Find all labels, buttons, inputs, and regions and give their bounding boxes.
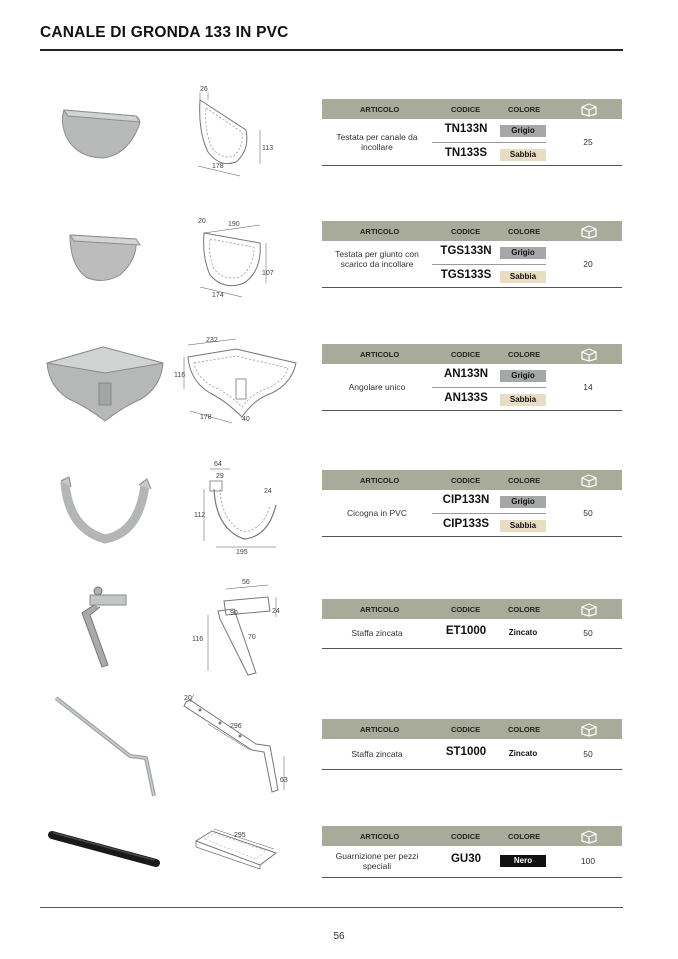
pack-quantity: 50 [583, 749, 593, 759]
color-label-zincato: Zincato [508, 628, 538, 637]
product-photo [50, 692, 160, 800]
header-articolo: ARTICOLO [360, 476, 400, 485]
color-badge-sabbia: Sabbia [500, 149, 546, 161]
product-table [322, 599, 622, 649]
product-photo [40, 102, 150, 162]
color-badge-sabbia: Sabbia [500, 271, 546, 283]
table-header [322, 99, 622, 119]
dimension-label: 20 [184, 695, 192, 702]
title-divider [40, 49, 623, 51]
header-colore: COLORE [508, 227, 541, 236]
product-code: AN133N [443, 368, 489, 380]
header-codice: CODICE [451, 227, 481, 236]
product-testata-giunto [0, 205, 678, 305]
pack-quantity: 25 [583, 137, 593, 147]
package-box-icon [579, 601, 599, 617]
technical-drawing [180, 690, 300, 800]
package-box-icon [579, 101, 599, 117]
technical-drawing [190, 823, 280, 869]
page-title: CANALE DI GRONDA 133 IN PVC [40, 24, 289, 41]
technical-drawing [180, 86, 280, 178]
header-articolo: ARTICOLO [360, 832, 400, 841]
product-table [322, 470, 622, 537]
row-divider [432, 264, 546, 265]
pack-quantity: 14 [583, 382, 593, 392]
dimension-label: 63 [280, 777, 288, 784]
pack-quantity: 100 [580, 856, 596, 866]
table-body [322, 119, 622, 166]
header-colore: COLORE [508, 605, 541, 614]
product-guarnizione [0, 815, 678, 900]
product-code: TN133S [444, 147, 488, 159]
color-badge-grigio: Grigio [500, 125, 546, 137]
row-divider [432, 387, 546, 388]
dimension-label: 26 [200, 86, 208, 93]
article-name: Staffa zincata [351, 749, 403, 759]
product-table [322, 221, 622, 288]
dimension-label: 178 [200, 414, 212, 421]
dimension-label: 29 [216, 473, 224, 480]
dimension-label: 195 [236, 549, 248, 556]
color-badge-sabbia: Sabbia [500, 394, 546, 406]
table-header [322, 599, 622, 619]
table-header [322, 719, 622, 739]
color-badge-nero: Nero [500, 855, 546, 867]
table-header [322, 221, 622, 241]
article-name: Angolare unico [348, 382, 406, 392]
technical-drawing [180, 459, 290, 555]
dimension-label: 24 [272, 608, 280, 615]
package-box-icon [579, 346, 599, 362]
color-badge-grigio: Grigio [500, 370, 546, 382]
dimension-label: 64 [214, 461, 222, 468]
dimension-label: 232 [206, 337, 218, 344]
color-badge-grigio: Grigio [500, 247, 546, 259]
product-photo [40, 227, 150, 287]
pack-quantity: 50 [583, 628, 593, 638]
package-box-icon [579, 472, 599, 488]
table-header [322, 826, 622, 846]
product-code: CIP133S [442, 518, 490, 530]
dimension-label: 174 [212, 292, 224, 299]
product-photo [72, 583, 142, 675]
technical-drawing [174, 331, 300, 431]
header-colore: COLORE [508, 725, 541, 734]
dimension-label: 40 [242, 416, 250, 423]
header-articolo: ARTICOLO [360, 350, 400, 359]
product-staffa-et1000 [0, 575, 678, 680]
footer-divider [40, 907, 623, 908]
page-number: 56 [333, 931, 345, 942]
product-code: TGS133N [440, 245, 492, 257]
dimension-label: 90 [230, 610, 238, 617]
product-code: CIP133N [442, 494, 490, 506]
table-header [322, 344, 622, 364]
dimension-label: 70 [248, 634, 256, 641]
row-divider [432, 142, 546, 143]
dimension-label: 178 [212, 163, 224, 170]
pack-quantity: 50 [583, 508, 593, 518]
header-codice: CODICE [451, 605, 481, 614]
dimension-label: 116 [174, 372, 186, 379]
article-name: Staffa zincata [351, 628, 403, 638]
product-code: ET1000 [445, 625, 487, 637]
product-table [322, 826, 622, 878]
table-body [322, 490, 622, 537]
table-body [322, 241, 622, 288]
color-label-zincato: Zincato [508, 749, 538, 758]
header-codice: CODICE [451, 105, 481, 114]
product-photo [55, 473, 155, 549]
article-name: Testata per giunto con scarico da incollare [335, 249, 419, 269]
product-table [322, 99, 622, 166]
package-box-icon [579, 223, 599, 239]
header-colore: COLORE [508, 350, 541, 359]
table-body [322, 364, 622, 411]
package-box-icon [579, 828, 599, 844]
table-body [322, 619, 622, 649]
header-colore: COLORE [508, 105, 541, 114]
package-box-icon [579, 721, 599, 737]
dimension-label: 24 [264, 488, 272, 495]
dimension-label: 295 [234, 832, 246, 839]
product-photo [45, 343, 165, 423]
dimension-label: 112 [194, 512, 206, 519]
header-codice: CODICE [451, 476, 481, 485]
technical-drawing [180, 213, 280, 305]
product-table [322, 344, 622, 411]
product-code: AN133S [444, 392, 488, 404]
color-badge-grigio: Grigio [500, 496, 546, 508]
header-articolo: ARTICOLO [360, 725, 400, 734]
article-name: Cicogna in PVC [346, 508, 407, 518]
product-photo [48, 829, 160, 873]
pack-quantity: 20 [583, 259, 593, 269]
product-staffa-st1000 [0, 690, 678, 800]
dimension-label: 116 [192, 636, 204, 643]
header-colore: COLORE [508, 832, 541, 841]
color-badge-sabbia: Sabbia [500, 520, 546, 532]
product-code: TGS133S [440, 269, 492, 281]
header-codice: CODICE [451, 725, 481, 734]
table-header [322, 470, 622, 490]
header-articolo: ARTICOLO [360, 605, 400, 614]
product-code: ST1000 [445, 746, 487, 758]
header-articolo: ARTICOLO [360, 227, 400, 236]
technical-drawing [180, 575, 290, 679]
product-cicogna [0, 455, 678, 555]
dimension-label: 113 [262, 145, 274, 152]
product-code: GU30 [450, 853, 482, 865]
dimension-label: 20 [198, 218, 206, 225]
product-angolare [0, 325, 678, 430]
header-articolo: ARTICOLO [360, 105, 400, 114]
dimension-label: 296 [230, 723, 242, 730]
article-name: Testata per canale da incollare [336, 132, 418, 152]
product-testata-canale [0, 80, 678, 180]
table-body [322, 739, 622, 770]
table-body [322, 846, 622, 878]
header-colore: COLORE [508, 476, 541, 485]
header-codice: CODICE [451, 350, 481, 359]
product-code: TN133N [444, 123, 488, 135]
article-name: Guarnizione per pezzi speciali [335, 851, 419, 871]
header-codice: CODICE [451, 832, 481, 841]
dimension-label: 56 [242, 579, 250, 586]
dimension-label: 107 [262, 270, 274, 277]
product-table [322, 719, 622, 770]
row-divider [432, 513, 546, 514]
dimension-label: 190 [228, 221, 240, 228]
